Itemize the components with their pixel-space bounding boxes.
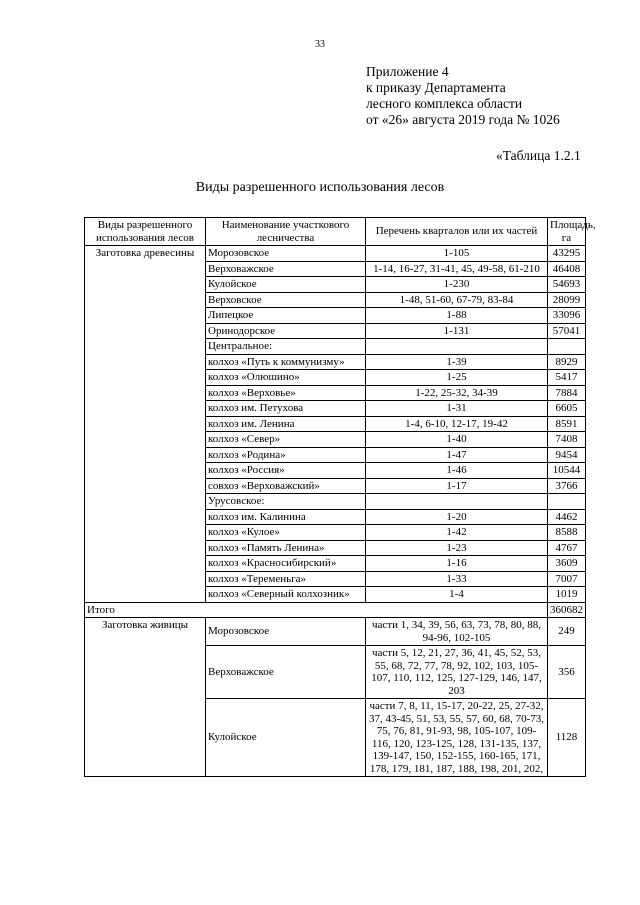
forestry-name-cell: колхоз им. Калинина bbox=[206, 509, 366, 525]
forestry-name-cell: колхоз «Россия» bbox=[206, 463, 366, 479]
area-cell: 28099 bbox=[548, 292, 586, 308]
quarters-cell: 1-47 bbox=[366, 447, 548, 463]
quarters-cell: 1-23 bbox=[366, 540, 548, 556]
quarters-cell: 1-22, 25-32, 34-39 bbox=[366, 385, 548, 401]
quarters-cell: 1-14, 16-27, 31-41, 45, 49-58, 61-210 bbox=[366, 261, 548, 277]
area-cell: 57041 bbox=[548, 323, 586, 339]
forestry-name-cell: колхоз им. Ленина bbox=[206, 416, 366, 432]
table-body bbox=[85, 218, 596, 777]
area-cell: 46408 bbox=[548, 261, 586, 277]
quarters-cell: части 5, 12, 21, 27, 36, 41, 45, 52, 53, 55, 68, 72, 77, 78, 92, 102, 103, 105-107, 110, 112, 125, 127-129, 146, 147, 203 bbox=[366, 646, 548, 699]
area-cell: 1019 bbox=[548, 587, 586, 603]
appendix-block bbox=[366, 64, 560, 128]
forest-use-table bbox=[84, 217, 596, 777]
area-cell: 4767 bbox=[548, 540, 586, 556]
area-cell bbox=[548, 494, 586, 510]
forestry-name-cell: колхоз «Путь к коммунизму» bbox=[206, 354, 366, 370]
header-cell: Виды разрешенного использования лесов bbox=[85, 218, 206, 246]
total-area-cell: 360682 bbox=[548, 602, 586, 618]
forestry-name-cell: Кулойское bbox=[206, 277, 366, 293]
forestry-name-cell: колхоз «Память Ленина» bbox=[206, 540, 366, 556]
quarters-cell: 1-17 bbox=[366, 478, 548, 494]
table-row bbox=[85, 618, 586, 646]
forestry-name-cell: Морозовское bbox=[206, 246, 366, 262]
area-cell: 5417 bbox=[548, 370, 586, 386]
quarters-cell: 1-230 bbox=[366, 277, 548, 293]
quarters-cell: 1-46 bbox=[366, 463, 548, 479]
forestry-name-cell: Морозовское bbox=[206, 618, 366, 646]
page-number: 33 bbox=[315, 39, 325, 50]
area-cell: 3766 bbox=[548, 478, 586, 494]
area-cell: 8591 bbox=[548, 416, 586, 432]
use-type-cell: Заготовка живицы bbox=[85, 618, 206, 777]
area-cell: 249 bbox=[548, 618, 586, 646]
quarters-cell: 1-105 bbox=[366, 246, 548, 262]
total-label-cell: Итого bbox=[85, 602, 548, 618]
forestry-name-cell: колхоз «Олюшино» bbox=[206, 370, 366, 386]
quarters-cell: 1-33 bbox=[366, 571, 548, 587]
area-cell: 54693 bbox=[548, 277, 586, 293]
quarters-cell bbox=[366, 494, 548, 510]
quarters-cell bbox=[366, 339, 548, 355]
quarters-cell: части 1, 34, 39, 56, 63, 73, 78, 80, 88, 94-96, 102-105 bbox=[366, 618, 548, 646]
quarters-cell: 1-20 bbox=[366, 509, 548, 525]
quarters-cell: 1-25 bbox=[366, 370, 548, 386]
quarters-cell: 1-39 bbox=[366, 354, 548, 370]
forestry-name-cell: колхоз «Кулое» bbox=[206, 525, 366, 541]
document-title: Виды разрешенного использования лесов bbox=[195, 180, 445, 195]
area-cell: 43295 bbox=[548, 246, 586, 262]
appendix-line: от «26» августа 2019 года № 1026 bbox=[366, 112, 560, 127]
area-cell: 1128 bbox=[548, 699, 586, 777]
use-type-cell: Заготовка древесины bbox=[85, 246, 206, 603]
area-cell: 3609 bbox=[548, 556, 586, 572]
header-row bbox=[85, 218, 586, 246]
area-cell: 10544 bbox=[548, 463, 586, 479]
appendix-line: лесного комплекса области bbox=[366, 96, 523, 111]
quarters-cell: 1-131 bbox=[366, 323, 548, 339]
forestry-name-cell: колхоз «Северный колхозник» bbox=[206, 587, 366, 603]
forestry-name-cell: Кулойское bbox=[206, 699, 366, 777]
header-cell: Площадь, га bbox=[548, 218, 586, 246]
forestry-name-cell: Верховажское bbox=[206, 646, 366, 699]
forestry-name-cell: колхоз «Родина» bbox=[206, 447, 366, 463]
quarters-cell: 1-88 bbox=[366, 308, 548, 324]
area-cell: 7408 bbox=[548, 432, 586, 448]
appendix-line: Приложение 4 bbox=[366, 64, 449, 79]
area-cell: 356 bbox=[548, 646, 586, 699]
quarters-cell: 1-31 bbox=[366, 401, 548, 417]
quarters-cell: части 7, 8, 11, 15-17, 20-22, 25, 27-32, 37, 43-45, 51, 53, 55, 57, 60, 68, 70-73, 75, 76, 81, 91-93, 98, 105-107, 109-116, 120, 123-125, 128, 131-135, 137, 139-147, 150, 152-155, 160-165, 171, 178, 179, 181, 187, 188, 198, 201, 202, bbox=[366, 699, 548, 777]
forestry-name-cell: колхоз им. Петухова bbox=[206, 401, 366, 417]
forestry-name-cell: совхоз «Верховажский» bbox=[206, 478, 366, 494]
area-cell: 4462 bbox=[548, 509, 586, 525]
area-cell: 7884 bbox=[548, 385, 586, 401]
total-row bbox=[85, 602, 586, 618]
area-cell: 6605 bbox=[548, 401, 586, 417]
quarters-cell: 1-42 bbox=[366, 525, 548, 541]
forestry-name-cell: Центральное: bbox=[206, 339, 366, 355]
appendix-line: к приказу Департамента bbox=[366, 80, 506, 95]
area-cell: 8929 bbox=[548, 354, 586, 370]
forestry-name-cell: колхоз «Север» bbox=[206, 432, 366, 448]
forestry-name-cell: Оринодорское bbox=[206, 323, 366, 339]
table-row bbox=[85, 246, 586, 262]
quarters-cell: 1-4, 6-10, 12-17, 19-42 bbox=[366, 416, 548, 432]
quarters-cell: 1-4 bbox=[366, 587, 548, 603]
area-cell: 33096 bbox=[548, 308, 586, 324]
forestry-name-cell: Верховское bbox=[206, 292, 366, 308]
area-cell: 9454 bbox=[548, 447, 586, 463]
forestry-name-cell: Липецкое bbox=[206, 308, 366, 324]
table-reference: «Таблица 1.2.1 bbox=[496, 148, 581, 163]
forestry-name-cell: колхоз «Теременьга» bbox=[206, 571, 366, 587]
header-cell: Перечень кварталов или их частей bbox=[366, 218, 548, 246]
quarters-cell: 1-16 bbox=[366, 556, 548, 572]
area-cell: 8588 bbox=[548, 525, 586, 541]
forestry-name-cell: Урусовское: bbox=[206, 494, 366, 510]
area-cell: 7007 bbox=[548, 571, 586, 587]
forestry-name-cell: Верховажское bbox=[206, 261, 366, 277]
forestry-name-cell: колхоз «Верховье» bbox=[206, 385, 366, 401]
header-cell: Наименование участкового лесничества bbox=[206, 218, 366, 246]
forestry-name-cell: колхоз «Красносибирский» bbox=[206, 556, 366, 572]
quarters-cell: 1-48, 51-60, 67-79, 83-84 bbox=[366, 292, 548, 308]
quarters-cell: 1-40 bbox=[366, 432, 548, 448]
area-cell bbox=[548, 339, 586, 355]
